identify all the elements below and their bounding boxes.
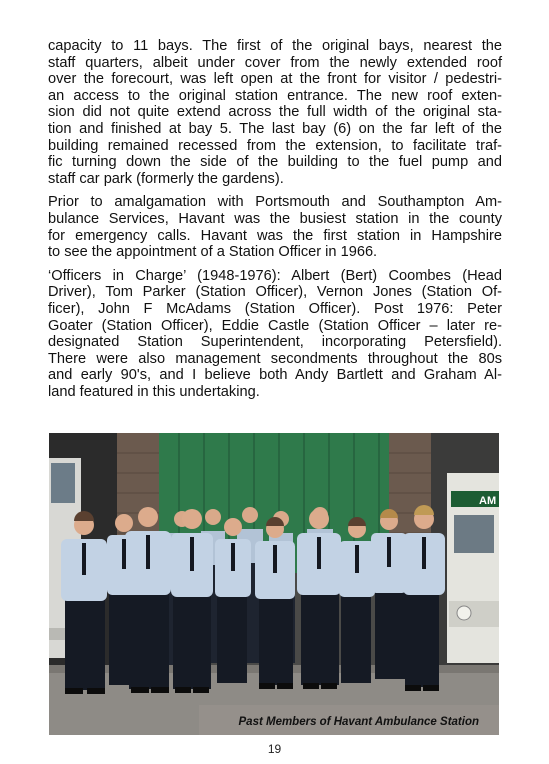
text-line: and early 90's, and I believe both Andy Bartlett and Graham Al- bbox=[48, 367, 502, 384]
text-line: tion and finished at bay 5. The last bay (6) on the far left of the bbox=[48, 120, 502, 137]
text-line: ficer), John F McAdams (Station Officer). Post 1976: Peter bbox=[48, 300, 502, 317]
text-line: fic turning down the side of the building to the fuel pump and bbox=[48, 154, 502, 171]
group-photo-illustration bbox=[49, 433, 499, 735]
text-line: Driver), Tom Parker (Station Officer), Vernon Jones (Station Of- bbox=[48, 284, 502, 301]
text-line: Prior to amalgamation with Portsmouth and Southampton Am- bbox=[48, 194, 502, 211]
text-line: to see the appointment of a Station Officer in 1966. bbox=[48, 244, 378, 261]
text-line: There were also management secondments throughout the 80s bbox=[48, 350, 502, 367]
page-number: 19 bbox=[267, 742, 282, 756]
photo-caption: Past Members of Havant Ambulance Station bbox=[238, 716, 479, 728]
ambulance-sign: AM bbox=[479, 495, 497, 507]
paragraph-1 bbox=[48, 38, 502, 187]
text-line: capacity to 11 bays. The first of the original bays, nearest the bbox=[48, 38, 502, 54]
paragraph-3 bbox=[48, 268, 502, 401]
text-line: land featured in this undertaking. bbox=[48, 383, 260, 400]
text-line: staff quarters, albeit under cover from the newly extended roof bbox=[48, 54, 502, 71]
text-line: over the forecourt, was left open at the front for visitor / pedestri- bbox=[48, 71, 502, 88]
text-line: designated Station Superintendent, incorporating Petersfield). bbox=[48, 334, 502, 351]
text-line: ‘Officers in Charge’ (1948-1976): Albert (Bert) Coombes (Head bbox=[48, 267, 502, 284]
text-line: staff car park (formerly the gardens). bbox=[48, 170, 284, 187]
text-line: for emergency calls. Havant was the first station in Hampshire bbox=[48, 227, 502, 244]
group-photo bbox=[49, 433, 499, 735]
text-line: building remained recessed from the extension, to facilitate traf- bbox=[48, 137, 502, 154]
body-text bbox=[48, 38, 502, 407]
text-line: sion did not quite extend across the full width of the original sta- bbox=[48, 104, 502, 121]
text-line: bulance Services, Havant was the busiest station in the county bbox=[48, 210, 502, 227]
text-line: an access to the original station entrance. The new roof exten- bbox=[48, 87, 502, 104]
paragraph-2 bbox=[48, 194, 502, 260]
text-line: Goater (Station Officer), Eddie Castle (Station Officer – later re- bbox=[48, 317, 502, 334]
